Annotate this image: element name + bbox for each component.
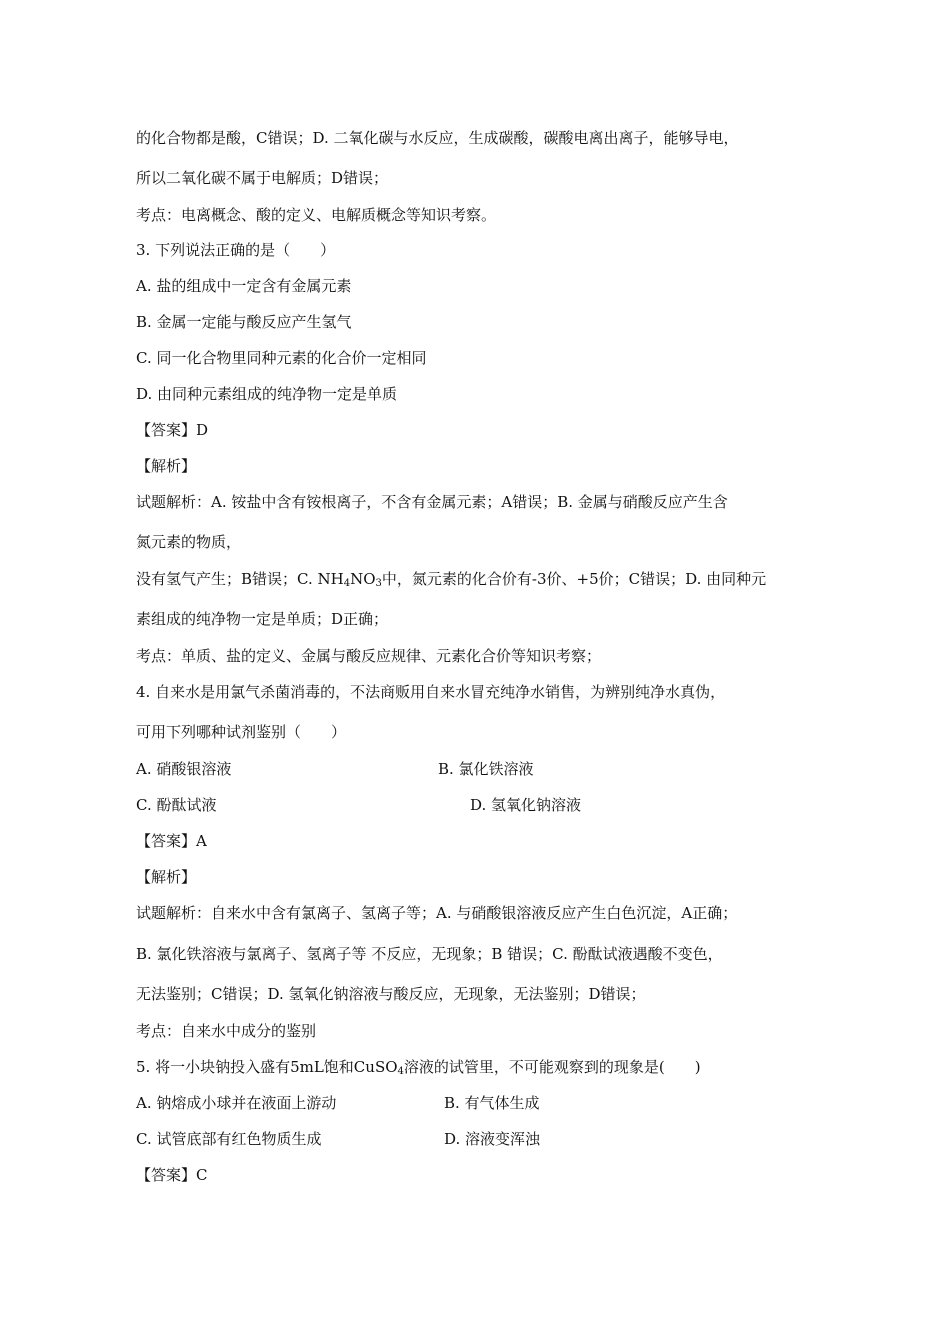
answer: 【答案】D xyxy=(136,421,209,439)
option-a: A. 钠熔成小球并在液面上游动 xyxy=(136,1094,337,1112)
question-4-cont: 可用下列哪种试剂鉴别（ ） xyxy=(136,723,347,741)
option-c: C. 试管底部有红色物质生成 xyxy=(136,1130,322,1148)
text-line: 所以二氧化碳不属于电解质；D错误； xyxy=(136,169,389,187)
analysis-heading: 【解析】 xyxy=(136,457,197,475)
analysis-text: B. 氯化铁溶液与氯离子、氢离子等 不反应，无现象；B 错误；C. 酚酞试液遇酸不变色， xyxy=(136,945,723,963)
question-5: 5. 将一小块钠投入盛有5mL饱和CuSO$_4$溶液的试管里，不可能观察到的现象是( ) xyxy=(136,1058,701,1077)
option-a: A. 盐的组成中一定含有金属元素 xyxy=(136,277,352,295)
option-a: A. 硝酸银溶液 xyxy=(136,760,232,778)
option-b: B. 有气体生成 xyxy=(444,1094,540,1112)
option-d: D. 由同种元素组成的纯净物一定是单质 xyxy=(136,385,398,403)
analysis-heading: 【解析】 xyxy=(136,868,197,886)
knowledge-point: 考点：单质、盐的定义、金属与酸反应规律、元素化合价等知识考察； xyxy=(136,647,602,665)
analysis-text: 氮元素的物质， xyxy=(136,533,242,551)
text-line: 的化合物都是酸，C错误；D. 二氧化碳与水反应，生成碳酸，碳酸电离出离子，能够导电， xyxy=(136,129,739,147)
answer: 【答案】C xyxy=(136,1166,208,1184)
analysis-text: 无法鉴别；C错误；D. 氢氧化钠溶液与酸反应，无现象，无法鉴别；D错误； xyxy=(136,985,646,1003)
option-d: D. 氢氧化钠溶液 xyxy=(470,796,582,814)
knowledge-point: 考点：电离概念、酸的定义、电解质概念等知识考察。 xyxy=(136,206,497,224)
analysis-text: 试题解析：A. 铵盐中含有铵根离子，不含有金属元素；A错误；B. 金属与硝酸反应产生含 xyxy=(136,493,728,511)
question-3: 3. 下列说法正确的是（ ） xyxy=(136,241,336,259)
option-d: D. 溶液变浑浊 xyxy=(444,1130,541,1148)
analysis-text: 素组成的纯净物一定是单质；D正确； xyxy=(136,610,389,628)
answer: 【答案】A xyxy=(136,832,207,850)
analysis-text: 试题解析：自来水中含有氯离子、氢离子等；A. 与硝酸银溶液反应产生白色沉淀，A正确； xyxy=(136,904,738,922)
option-c: C. 酚酞试液 xyxy=(136,796,217,814)
analysis-text: 没有氢气产生；B错误；C. $NH_4NO_3$中，氮元素的化合价有-3价、+5价；C错误；D. 由同种元 xyxy=(136,570,767,589)
option-b: B. 金属一定能与酸反应产生氢气 xyxy=(136,313,352,331)
knowledge-point: 考点：自来水中成分的鉴别 xyxy=(136,1022,317,1040)
question-4: 4. 自来水是用氯气杀菌消毒的，不法商贩用自来水冒充纯净水销售，为辨别纯净水真伪， xyxy=(136,683,726,701)
option-b: B. 氯化铁溶液 xyxy=(438,760,534,778)
option-c: C. 同一化合物里同种元素的化合价一定相同 xyxy=(136,349,427,367)
